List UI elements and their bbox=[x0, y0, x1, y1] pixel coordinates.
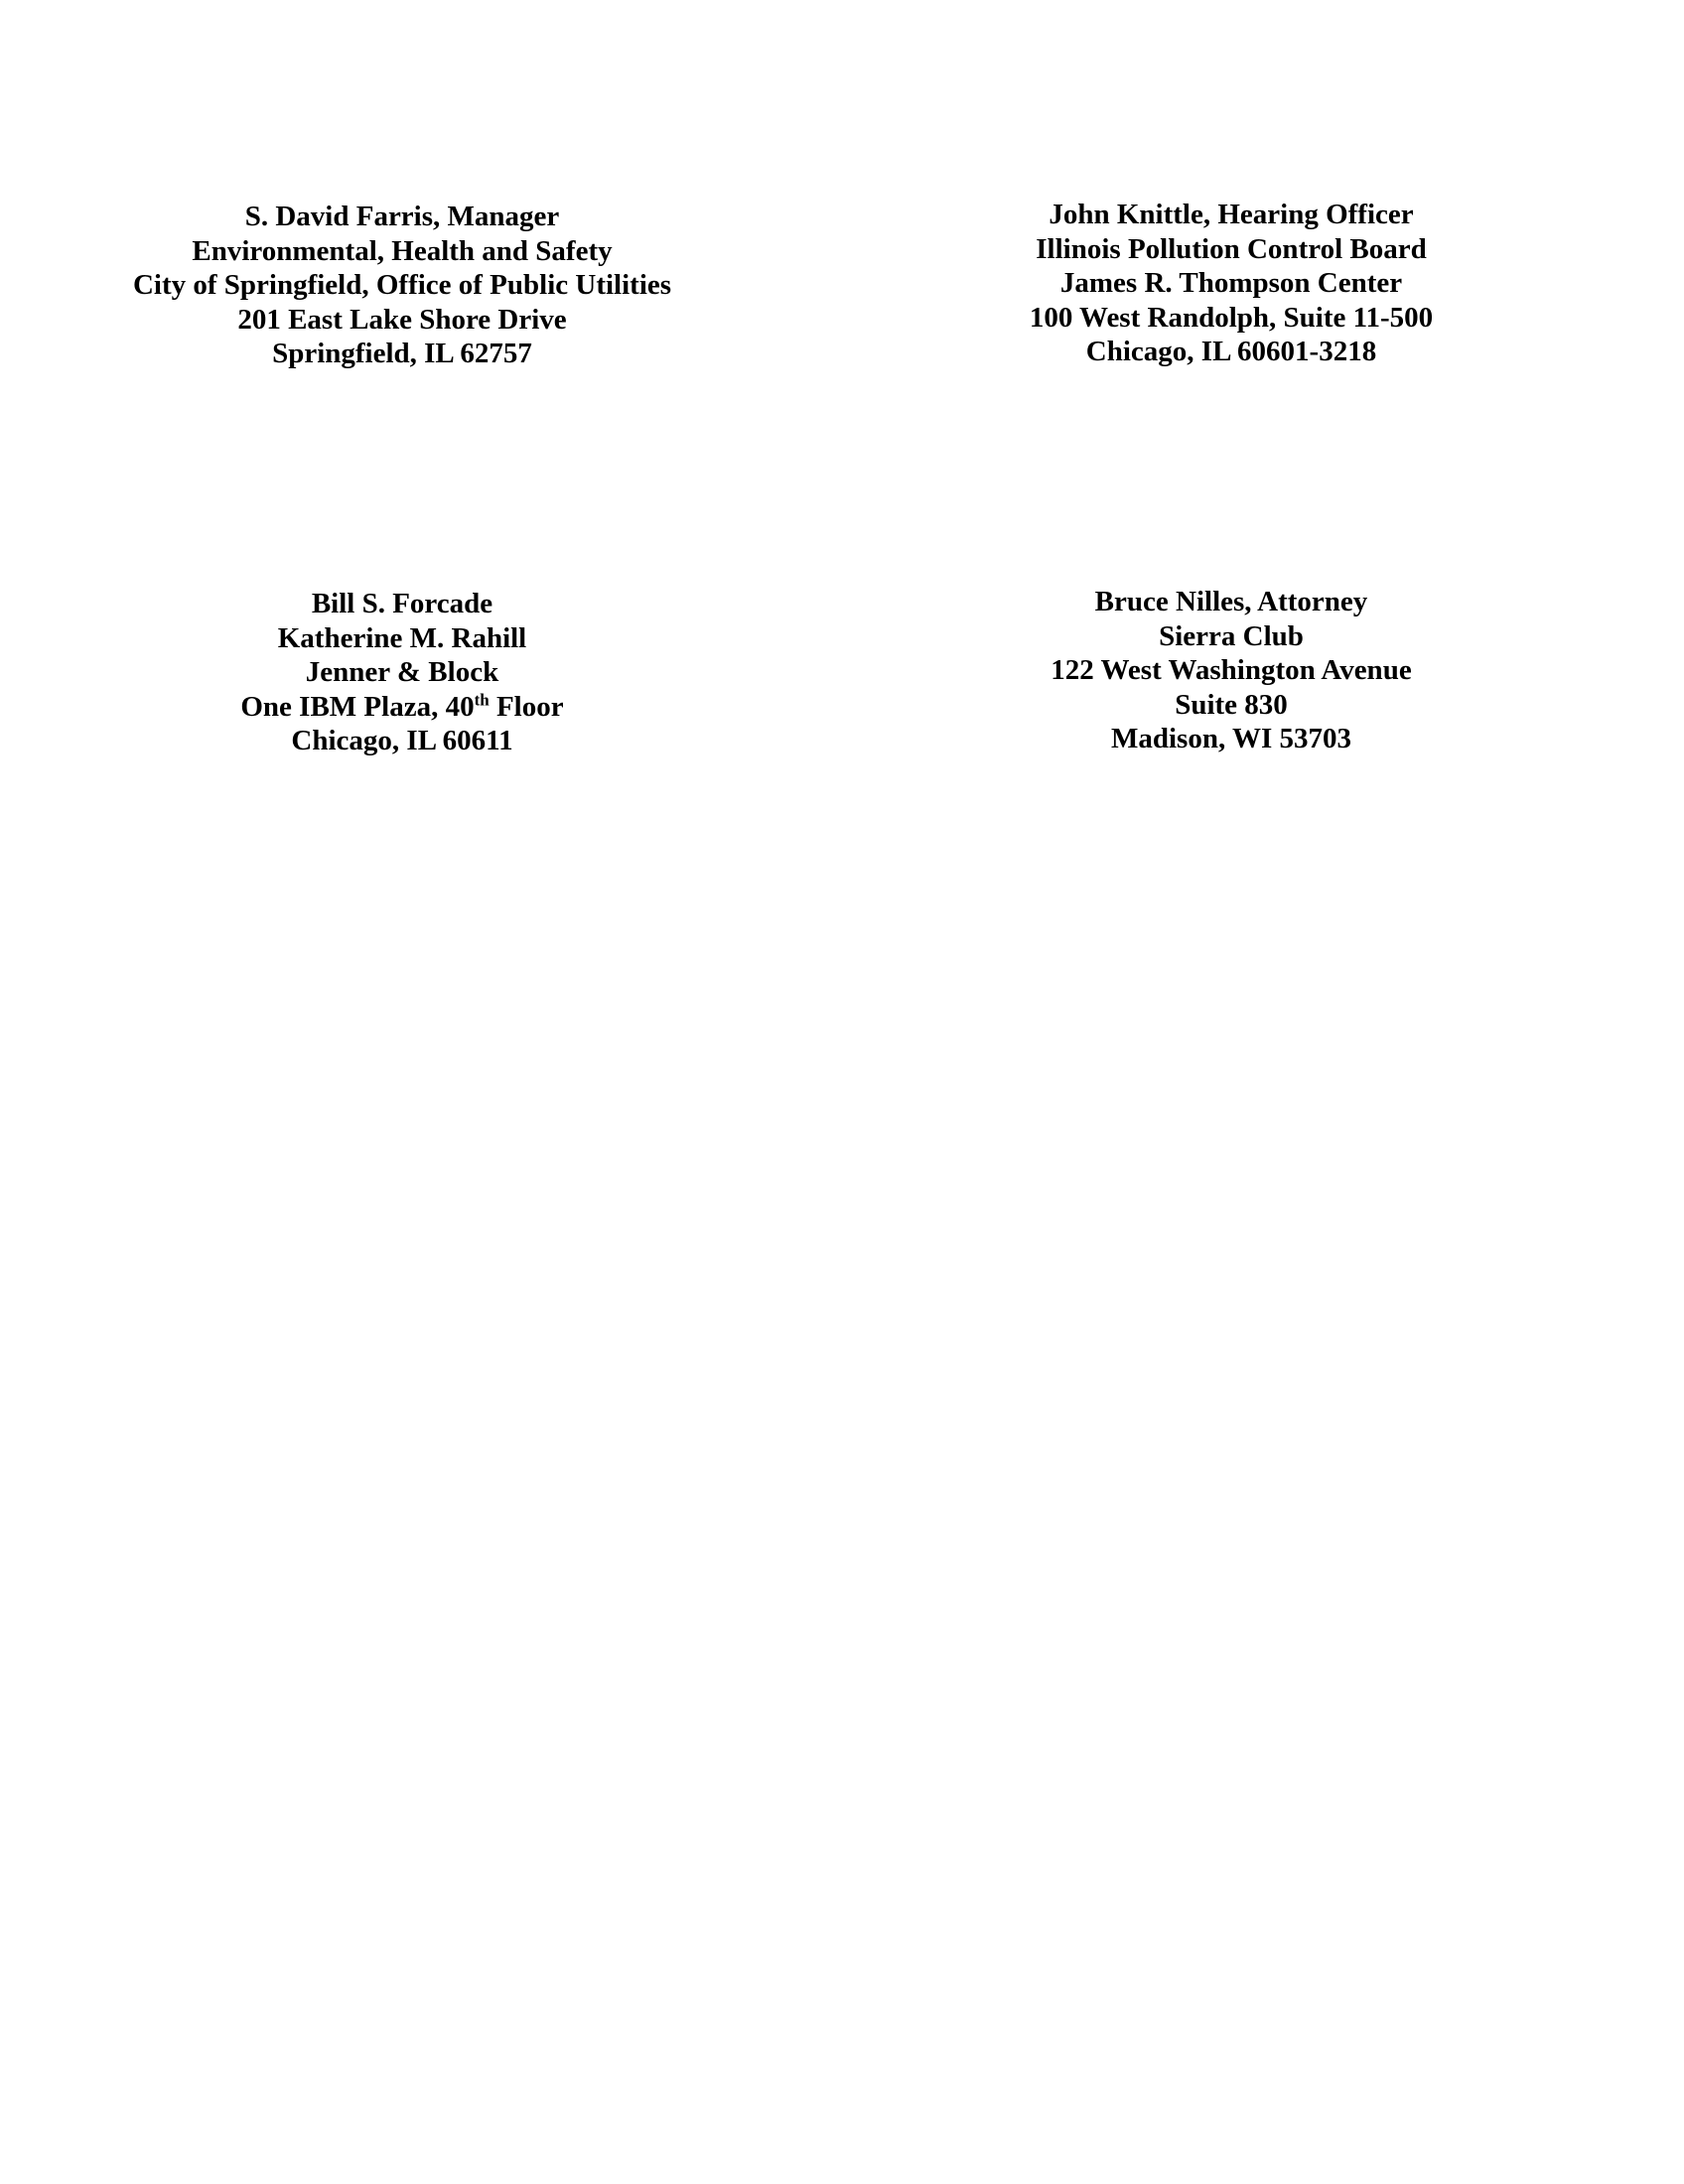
building-line: James R. Thompson Center bbox=[1059, 267, 1403, 299]
organization-line: Illinois Pollution Control Board bbox=[1036, 232, 1427, 265]
recipient-name: Bill S. Forcade bbox=[311, 588, 493, 619]
street-line: 100 West Randolph, Suite 11-500 bbox=[1029, 301, 1434, 334]
street-line: 201 East Lake Shore Drive bbox=[237, 303, 567, 336]
recipient-name-title: Bruce Nilles, Attorney bbox=[1094, 586, 1368, 617]
recipient-name-title: John Knittle, Hearing Officer bbox=[1049, 199, 1414, 230]
address-block-farris bbox=[45, 200, 760, 371]
street-floor-line bbox=[45, 690, 760, 725]
organization-line: City of Springfield, Office of Public Utilities bbox=[132, 269, 672, 301]
city-state-zip-line: Madison, WI 53703 bbox=[1111, 723, 1351, 754]
address-block-knittle bbox=[874, 198, 1589, 369]
floor-text: Floor bbox=[489, 690, 564, 723]
address-block-nilles bbox=[874, 585, 1589, 756]
street-floor-text: One IBM Plaza, 40 bbox=[240, 690, 475, 723]
recipient-name-title: S. David Farris, Manager bbox=[244, 201, 560, 232]
city-state-zip-line: Springfield, IL 62757 bbox=[272, 338, 532, 369]
city-state-zip-line: Chicago, IL 60601-3218 bbox=[1085, 336, 1377, 367]
department-line: Environmental, Health and Safety bbox=[192, 234, 613, 267]
organization-line: Sierra Club bbox=[1159, 619, 1304, 652]
firm-line: Jenner & Block bbox=[305, 656, 499, 688]
street-line: 122 West Washington Avenue bbox=[1051, 654, 1412, 686]
recipient-name: Katherine M. Rahill bbox=[277, 621, 527, 654]
suite-line: Suite 830 bbox=[1175, 688, 1288, 721]
city-state-zip-line: Chicago, IL 60611 bbox=[291, 725, 513, 756]
address-block-forcade bbox=[45, 587, 760, 758]
ordinal-suffix: th bbox=[474, 689, 490, 709]
